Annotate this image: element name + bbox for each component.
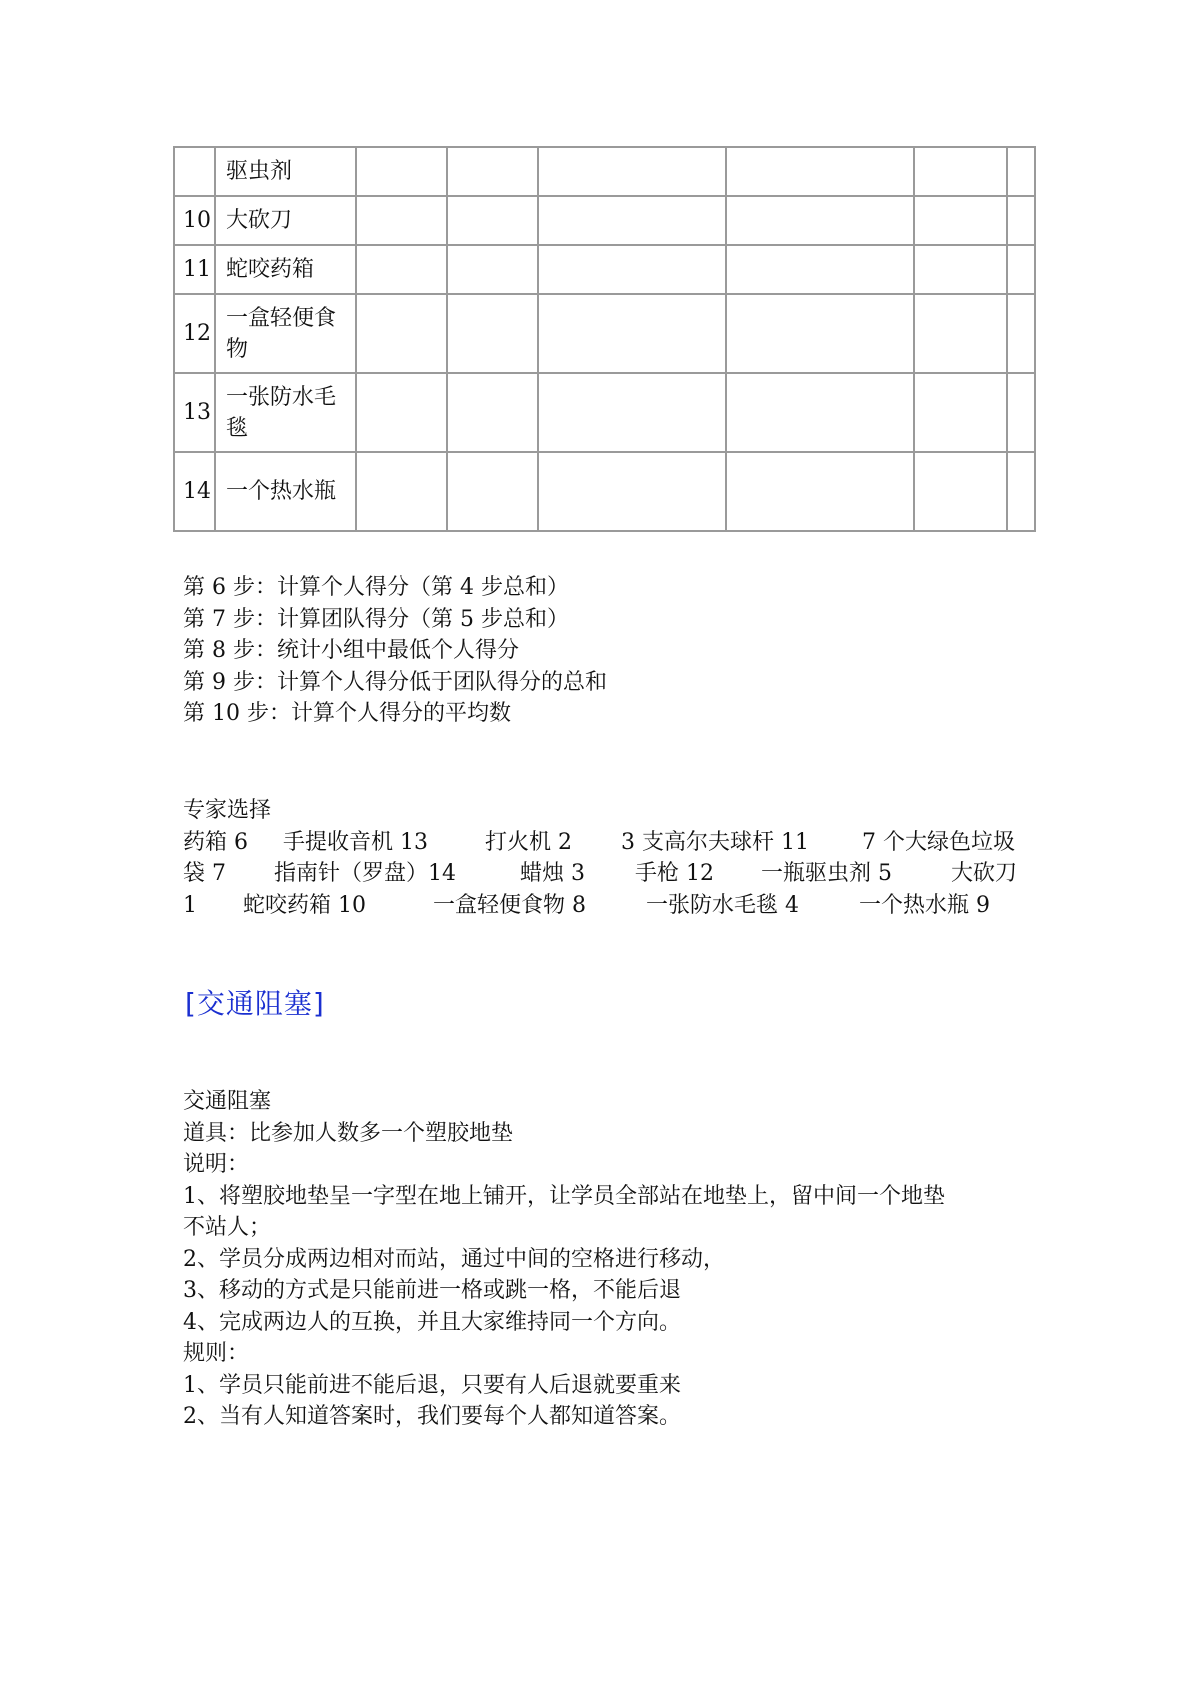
score-cell [1007,373,1035,452]
expert-item: 手提收音机 13 [283,829,428,855]
expert-row [183,890,990,922]
table-row [174,373,1035,452]
score-cell [914,147,1007,196]
table-row [174,452,1035,531]
table-row [174,196,1035,245]
expert-item: 大砍刀 [951,861,1018,886]
expert-item: 药箱 6 [183,829,248,855]
score-cell [726,245,914,294]
step-line: 第 8 步：统计小组中最低个人得分 [183,638,519,663]
score-cell [1007,147,1035,196]
score-cell [447,245,538,294]
score-cell [356,452,447,531]
expert-item: 一个热水瓶 9 [859,892,990,918]
expert-choice-section [183,795,1018,921]
text-line: 说明： [183,1152,250,1177]
section-heading: [交通阻塞] [185,987,325,1020]
expert-item: 一瓶驱虫剂 5 [761,861,892,886]
score-cell [538,452,726,531]
score-cell [1007,196,1035,245]
score-cell [914,196,1007,245]
score-cell [1007,294,1035,373]
expert-item: 指南针（罗盘）14 [274,861,456,886]
score-cell [356,373,447,452]
text-line: 不站人； [183,1215,272,1240]
row-number: 10 [174,196,215,245]
row-number: 14 [174,452,215,531]
item-name: 蛇咬药箱 [215,245,356,294]
score-cell [447,452,538,531]
score-cell [726,147,914,196]
item-name: 驱虫剂 [215,147,356,196]
text-line: 规则： [183,1341,250,1366]
expert-item: 1 [183,892,197,918]
table-row [174,147,1035,196]
score-cell [538,196,726,245]
score-cell [726,373,914,452]
expert-title: 专家选择 [183,798,272,823]
expert-item: 一张防水毛毯 4 [646,892,799,918]
text-line: 道具：比参加人数多一个塑胶地垫 [183,1120,514,1146]
expert-item: 袋 7 [183,861,226,886]
score-cell [356,294,447,373]
expert-row [183,858,1018,890]
row-number: 13 [174,373,215,452]
score-cell [447,294,538,373]
text-line: 3、移动的方式是只能前进一格或跳一格，不能后退 [183,1278,681,1303]
item-name: 一张防水毛毯 [215,373,356,452]
expert-item: 打火机 2 [485,829,572,855]
score-cell [914,294,1007,373]
expert-item: 一盒轻便食物 8 [433,892,586,918]
score-cell [538,147,726,196]
score-cell [726,452,914,531]
score-cell [447,373,538,452]
text-line: 1、将塑胶地垫呈一字型在地上铺开，让学员全部站在地垫上，留中间一个地垫 [183,1183,945,1209]
row-number: 12 [174,294,215,373]
item-name: 一个热水瓶 [215,452,356,531]
expert-item: 7 个大绿色垃圾 [862,829,1015,855]
expert-item: 蜡烛 3 [520,861,585,886]
item-name: 一盒轻便食物 [215,294,356,373]
score-cell [538,245,726,294]
score-cell [356,245,447,294]
expert-row [183,827,1015,859]
item-name: 大砍刀 [215,196,356,245]
score-cell [538,294,726,373]
row-number: 11 [174,245,215,294]
text-line: 2、当有人知道答案时，我们要每个人都知道答案。 [183,1404,681,1429]
text-line: 1、学员只能前进不能后退，只要有人后退就要重来 [183,1372,681,1398]
step-line: 第 7 步：计算团队得分（第 5 步总和） [183,606,569,632]
score-cell [447,196,538,245]
expert-item: 手枪 12 [635,861,714,886]
expert-item: 蛇咬药箱 10 [243,892,366,918]
score-cell [1007,452,1035,531]
score-cell [1007,245,1035,294]
items-table [173,146,1036,532]
score-cell [356,147,447,196]
text-line: 2、学员分成两边相对而站，通过中间的空格进行移动， [183,1246,725,1272]
traffic-jam-section [183,1086,945,1433]
score-cell [356,196,447,245]
text-line: 4、完成两边人的互换，并且大家维持同一个方向。 [183,1309,681,1335]
score-cell [538,373,726,452]
text-line: 交通阻塞 [183,1089,272,1114]
score-cell [914,373,1007,452]
score-cell [726,196,914,245]
steps-list [183,572,607,730]
score-cell [447,147,538,196]
step-line: 第 10 步：计算个人得分的平均数 [183,701,511,726]
score-cell [914,452,1007,531]
row-number [174,147,215,196]
step-line: 第 6 步：计算个人得分（第 4 步总和） [183,575,569,600]
table-row [174,294,1035,373]
score-cell [914,245,1007,294]
score-cell [726,294,914,373]
step-line: 第 9 步：计算个人得分低于团队得分的总和 [183,669,607,695]
expert-item: 3 支高尔夫球杆 11 [621,829,809,855]
table-row [174,245,1035,294]
